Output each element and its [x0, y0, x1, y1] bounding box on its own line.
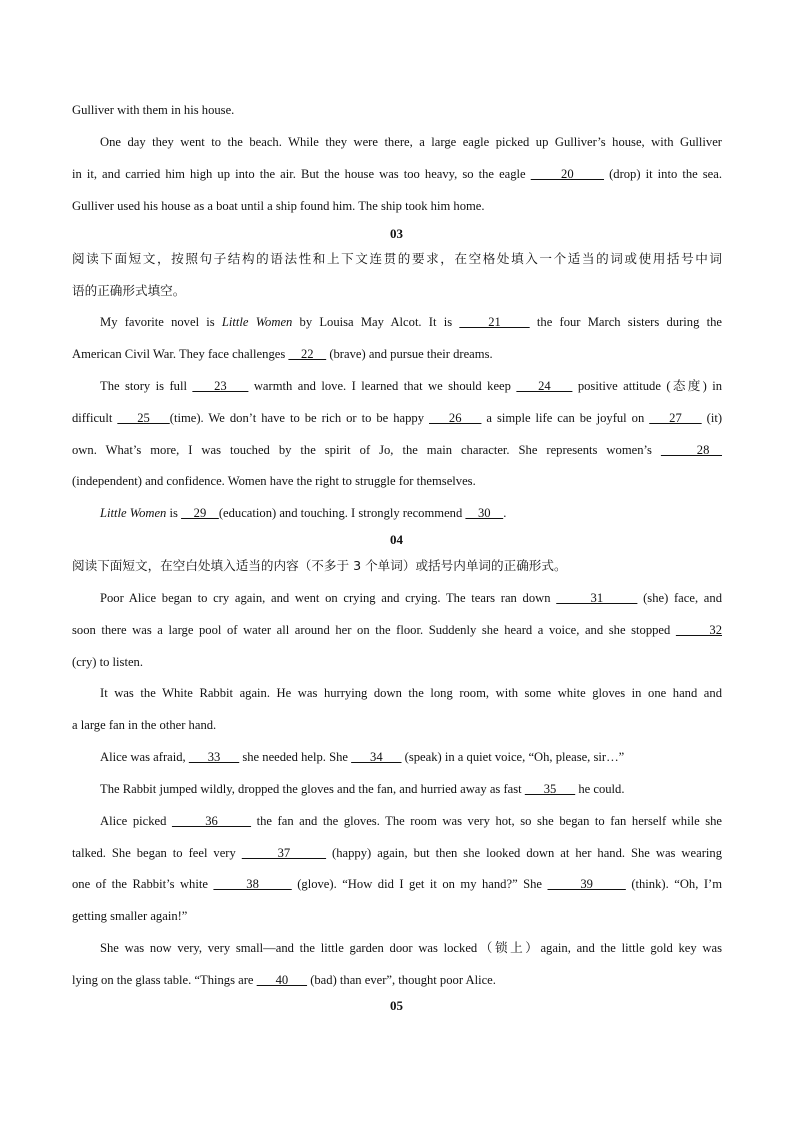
- text-segment: she needed help. She: [239, 750, 352, 764]
- text-segment: (glove). “How did I get it on my hand?” She: [291, 877, 548, 891]
- text-segment: is: [166, 506, 182, 520]
- section-number: [0, 226, 793, 242]
- text-segment: soon there was a large pool of water all around her on the floor. Suddenly she heard a voice, and she stopped: [72, 623, 676, 637]
- text-segment: (she) face, and: [637, 591, 722, 605]
- blank-field: 38: [213, 877, 292, 891]
- blank-field: 35: [524, 782, 576, 796]
- text-segment: (bad) than ever”, thought poor Alice.: [307, 973, 496, 987]
- text-segment: difficult: [72, 411, 118, 425]
- text-segment: one of the Rabbit’s white: [72, 877, 214, 891]
- text-line: [100, 590, 722, 606]
- blank-field: 24: [516, 379, 573, 393]
- text-segment: .: [503, 506, 507, 520]
- text-segment: (think). “Oh, I’m: [625, 877, 723, 891]
- blank-field: 34: [351, 750, 402, 764]
- italic-title: Little Women: [100, 506, 167, 520]
- text-line: [72, 972, 722, 988]
- text-segment: American Civil War. They face challenges: [72, 347, 289, 361]
- text-segment: the fan and the gloves. The room was very hot, so she began to fan herself while she: [251, 814, 723, 828]
- text-segment: It was the White Rabbit again. He was hurrying down the long room, with some white gloves in one hand and: [100, 686, 722, 700]
- text-segment: Alice was afraid,: [100, 750, 189, 764]
- text-line: [72, 622, 722, 638]
- blank-field: 27: [649, 411, 702, 425]
- text-segment: (education) and touching. I strongly recommend: [218, 506, 466, 520]
- text-line: [72, 346, 722, 362]
- text-line: [72, 654, 722, 670]
- text-segment: Gulliver used his house as a boat until a ship found him. The ship took him home.: [72, 199, 485, 213]
- text-line: [72, 473, 722, 489]
- text-segment: (independent) and confidence. Women have the right to struggle for themselves.: [72, 474, 476, 488]
- text-segment: My favorite novel is: [100, 315, 222, 329]
- text-line: [72, 558, 722, 574]
- blank-field: 26: [429, 411, 482, 425]
- blank-field: 20: [530, 167, 605, 181]
- text-line: [72, 717, 722, 733]
- text-line: [100, 813, 722, 829]
- text-line: [100, 749, 722, 765]
- text-line: [72, 908, 722, 924]
- text-line: [100, 940, 722, 956]
- text-line: [100, 314, 722, 330]
- text-segment: (speak) in a quiet voice, “Oh, please, sir…”: [401, 750, 625, 764]
- text-line: [72, 102, 722, 118]
- italic-title: Little Women: [221, 315, 293, 329]
- text-segment: lying on the glass table. “Things are: [72, 973, 257, 987]
- text-segment: talked. She began to feel very: [72, 846, 242, 860]
- text-segment: by Louisa May Alcot. It is: [292, 315, 460, 329]
- text-segment: a simple life can be joyful on: [481, 411, 650, 425]
- text-line: [100, 685, 722, 701]
- section-number: [0, 532, 793, 548]
- text-line: [100, 134, 722, 150]
- blank-field: 28: [660, 443, 722, 457]
- text-segment: Poor Alice began to cry again, and went on crying and crying. The tears ran down: [100, 591, 557, 605]
- text-segment: The Rabbit jumped wildly, dropped the gloves and the fan, and hurried away as fast: [100, 782, 525, 796]
- text-line: [72, 166, 722, 182]
- text-segment: One day they went to the beach. While they were there, a large eagle picked up Gulliver’s house, with Gulliver: [100, 135, 722, 149]
- text-line: [72, 876, 722, 892]
- blank-field: 29: [181, 506, 219, 520]
- blank-field: 25: [117, 411, 170, 425]
- text-segment: positive attitude (态度) in: [572, 379, 722, 393]
- text-segment: Gulliver with them in his house.: [72, 103, 235, 117]
- text-segment: own. What’s more, I was touched by the spirit of Jo, the main character. She represents women’s: [72, 443, 661, 457]
- text-segment: (it): [701, 411, 723, 425]
- text-line: [72, 845, 722, 861]
- blank-field: 33: [188, 750, 240, 764]
- text-line: [100, 505, 722, 521]
- text-segment: 阅读下面短文，在空白处填入适当的内容（不多于 3 个单词）或括号内单词的正确形式。: [72, 558, 567, 573]
- blank-field: 39: [547, 877, 626, 891]
- text-segment: getting smaller again!”: [72, 909, 188, 923]
- text-segment: 阅读下面短文，按照句子结构的语法性和上下文连贯的要求，在空格处填入一个适当的词或使用括号中词: [72, 251, 722, 266]
- blank-field: 23: [192, 379, 249, 393]
- text-segment: The story is full: [100, 379, 193, 393]
- blank-field: 37: [241, 846, 327, 860]
- text-segment: 语的正确形式填空。: [72, 283, 186, 298]
- text-segment: Alice picked: [100, 814, 172, 828]
- text-segment: 04: [390, 532, 403, 547]
- text-line: [72, 251, 722, 267]
- section-number: [0, 998, 793, 1014]
- text-segment: (brave) and pursue their dreams.: [326, 347, 493, 361]
- text-segment: 05: [390, 998, 403, 1013]
- text-segment: 03: [390, 226, 403, 241]
- blank-field: 32: [675, 623, 723, 637]
- blank-field: 21: [459, 315, 530, 329]
- text-segment: a large fan in the other hand.: [72, 718, 217, 732]
- text-line: [100, 781, 722, 797]
- text-segment: (drop) it into the sea.: [604, 167, 722, 181]
- text-segment: She was now very, very small—and the little garden door was locked（锁上）again, and the little gold key was: [100, 941, 722, 955]
- text-segment: the four March sisters during the: [529, 315, 722, 329]
- blank-field: 36: [171, 814, 252, 828]
- blank-field: 22: [288, 347, 327, 361]
- text-segment: warmth and love. I learned that we should keep: [248, 379, 517, 393]
- blank-field: 30: [465, 506, 504, 520]
- text-segment: (happy) again, but then she looked down at her hand. She was wearing: [326, 846, 722, 860]
- text-line: [72, 410, 722, 426]
- blank-field: 40: [256, 973, 308, 987]
- text-segment: (time). We don’t have to be rich or to be happy: [169, 411, 429, 425]
- text-line: [100, 378, 722, 394]
- text-segment: (cry) to listen.: [72, 655, 143, 669]
- blank-field: 31: [556, 591, 638, 605]
- text-segment: in it, and carried him high up into the air. But the house was too heavy, so the eagle: [72, 167, 531, 181]
- text-line: [72, 283, 722, 299]
- text-segment: he could.: [575, 782, 625, 796]
- text-line: [72, 442, 722, 458]
- text-line: [72, 198, 722, 214]
